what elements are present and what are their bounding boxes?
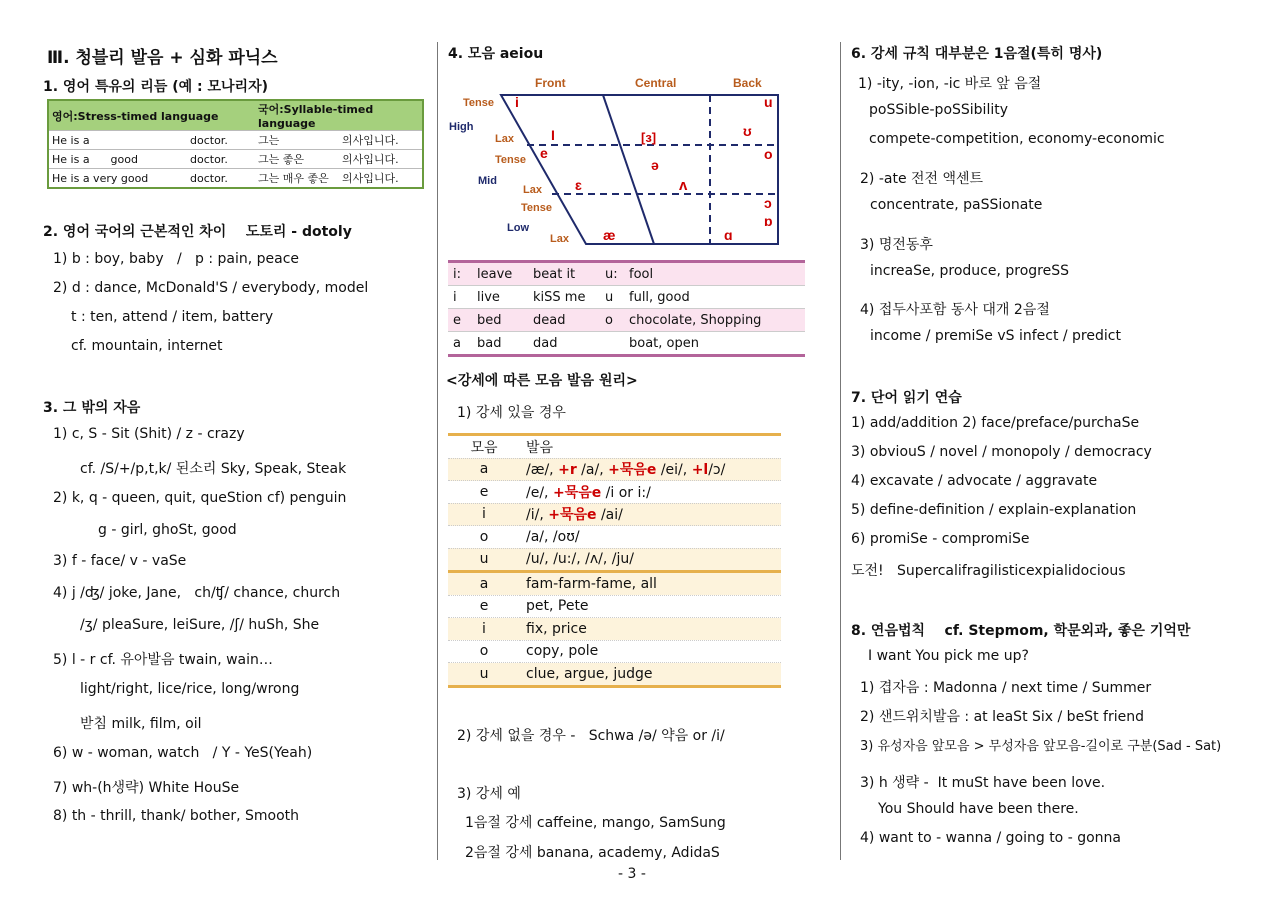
cell: pet, Pete bbox=[520, 595, 781, 618]
p3-line: 1음절 강세 caffeine, mango, SamSung bbox=[465, 815, 726, 831]
vowel-symbol: æ bbox=[603, 227, 616, 243]
text: /a/, bbox=[576, 462, 609, 479]
s7-title: 7. 단어 읽기 연습 bbox=[851, 390, 962, 406]
table-row bbox=[448, 640, 781, 663]
vowel-symbol: e bbox=[540, 145, 548, 161]
stress-table bbox=[448, 433, 781, 688]
red-text: +l bbox=[691, 462, 709, 479]
s7-line: 3) obviouS / novel / monopoly / democracy bbox=[851, 444, 1152, 460]
s8-line: 1) 겹자음 : Madonna / next time / Summer bbox=[860, 680, 1152, 696]
principle-title: <강세에 따른 모음 발음 원리> bbox=[446, 373, 638, 389]
cell: full, good bbox=[624, 286, 805, 309]
table-row bbox=[448, 286, 805, 309]
table-row bbox=[448, 503, 781, 526]
vowel-chart bbox=[447, 72, 807, 257]
cell: fam-farm-fame, all bbox=[520, 572, 781, 596]
cell: live bbox=[472, 286, 528, 309]
s3-line: 1) c, S - Sit (Shit) / z - crazy bbox=[53, 426, 245, 442]
cell: o bbox=[448, 640, 520, 663]
cell: a bbox=[448, 332, 472, 356]
s3-line: cf. /S/+/p,t,k/ 된소리 Sky, Speak, Steak bbox=[80, 461, 347, 477]
cell: chocolate, Shopping bbox=[624, 309, 805, 332]
column-divider-right bbox=[840, 42, 841, 860]
p2-title: 2) 강세 없을 경우 - Schwa /ə/ 약음 or /i/ bbox=[457, 728, 725, 744]
tense-label: Tense bbox=[495, 154, 526, 166]
cell: bed bbox=[472, 309, 528, 332]
cell: u: bbox=[600, 262, 624, 286]
s2-title: 2. 영어 국어의 근본적인 차이 도토리 - dotoly bbox=[43, 224, 352, 240]
rhythm-table bbox=[47, 99, 424, 189]
cell: copy, pole bbox=[520, 640, 781, 663]
cell: i bbox=[448, 618, 520, 641]
s3-line: 5) l - r cf. 유아발음 twain, wain… bbox=[53, 652, 273, 668]
cell: boat, open bbox=[624, 332, 805, 356]
s6-line: 4) 접두사포함 동사 대개 2음절 bbox=[860, 302, 1050, 318]
low-label: Low bbox=[507, 222, 529, 234]
red-text: +묵음e bbox=[548, 507, 597, 524]
high-label: High bbox=[449, 121, 474, 133]
cell: doctor. bbox=[187, 169, 255, 189]
table-row bbox=[448, 332, 805, 356]
table-row bbox=[448, 309, 805, 332]
s3-line: 2) k, q - queen, quit, queStion cf) penguin bbox=[53, 490, 347, 506]
s8-line: 3) h 생략 - It muSt have been love. bbox=[860, 775, 1106, 791]
s8-line: I want You pick me up? bbox=[868, 648, 1029, 664]
s3-line: 받침 milk, film, oil bbox=[80, 716, 202, 732]
s7-line: 5) define-definition / explain-explanation bbox=[851, 502, 1137, 518]
lax-label: Lax bbox=[550, 233, 569, 245]
cell: beat it bbox=[528, 262, 600, 286]
cell: a bbox=[448, 572, 520, 596]
section-title: Ⅲ. 청블리 발음 + 심화 파닉스 bbox=[47, 48, 278, 68]
s3-line: g - girl, ghoSt, good bbox=[98, 522, 237, 538]
cell: i bbox=[448, 286, 472, 309]
vowel-symbol: ʌ bbox=[679, 177, 688, 194]
text: /ei/, bbox=[656, 462, 692, 479]
cell: 그는 좋은 bbox=[255, 150, 339, 169]
cell: 의사입니다. bbox=[339, 131, 423, 150]
cell: clue, argue, judge bbox=[520, 663, 781, 687]
s3-line: light/right, lice/rice, long/wrong bbox=[80, 681, 300, 697]
red-text: +묵음e bbox=[608, 462, 657, 479]
table-row bbox=[448, 548, 781, 572]
table-row bbox=[448, 572, 781, 596]
cell: He is a bbox=[48, 131, 187, 150]
cell: u bbox=[448, 548, 520, 572]
vowel-symbol: u bbox=[764, 94, 773, 110]
p1-title: 1) 강세 있을 경우 bbox=[457, 405, 566, 421]
back-label: Back bbox=[733, 76, 762, 90]
table-row bbox=[448, 595, 781, 618]
cell: He is a very good bbox=[48, 169, 187, 189]
s6-line: income / premiSe vS infect / predict bbox=[870, 328, 1121, 344]
page-number: - 3 - bbox=[618, 866, 646, 882]
cell: dead bbox=[528, 309, 600, 332]
table-row bbox=[448, 262, 805, 286]
cell: 의사입니다. bbox=[339, 169, 423, 189]
s2-line: 1) b : boy, baby / p : pain, peace bbox=[53, 251, 300, 267]
header-cell: 발음 bbox=[520, 435, 781, 459]
cell: bad bbox=[472, 332, 528, 356]
red-text: +r bbox=[558, 462, 577, 479]
cell: e bbox=[448, 595, 520, 618]
s3-line: 3) f - face/ v - vaSe bbox=[53, 553, 187, 569]
vowel-table bbox=[448, 260, 805, 357]
vowel-symbol: i bbox=[515, 94, 519, 110]
cell: kiSS me bbox=[528, 286, 600, 309]
s3-line: 6) w - woman, watch / Y - YeS(Yeah) bbox=[53, 745, 313, 761]
lax-label: Lax bbox=[523, 184, 542, 196]
column-divider-left bbox=[437, 42, 438, 860]
cell bbox=[520, 458, 781, 481]
s6-title: 6. 강세 규칙 대부분은 1음절(특히 명사) bbox=[851, 46, 1103, 62]
central-label: Central bbox=[635, 76, 677, 90]
table-row bbox=[448, 663, 781, 687]
vowel-symbol: o bbox=[764, 146, 773, 162]
cell: e bbox=[448, 309, 472, 332]
s8-line: 4) want to - wanna / going to - gonna bbox=[860, 830, 1121, 846]
s6-line: 2) -ate 전전 액센트 bbox=[860, 171, 984, 187]
rhythm-head-ko: 국어:Syllable-timed language bbox=[255, 100, 423, 131]
cell: /u/, /u:/, /ʌ/, /ju/ bbox=[520, 548, 781, 572]
central-line bbox=[603, 95, 657, 244]
cell bbox=[520, 481, 781, 504]
s8-line: 3) 유성자음 앞모음 > 무성자음 앞모음-길이로 구분(Sad - Sat) bbox=[860, 739, 1222, 754]
vowel-symbol: ə bbox=[651, 157, 659, 173]
cell: a bbox=[448, 458, 520, 481]
text: /i/, bbox=[526, 507, 549, 524]
vowel-trapezoid bbox=[501, 95, 778, 244]
vowel-symbol: ʊ bbox=[743, 123, 752, 139]
cell: 의사입니다. bbox=[339, 150, 423, 169]
cell: i bbox=[448, 503, 520, 526]
rhythm-head-en: 영어:Stress-timed language bbox=[48, 100, 255, 131]
cell: o bbox=[448, 526, 520, 549]
cell: He is a good bbox=[48, 150, 187, 169]
mid-label: Mid bbox=[478, 175, 497, 187]
text: /ɔ/ bbox=[708, 462, 726, 479]
table-row bbox=[448, 458, 781, 481]
s8-title: 8. 연음법칙 cf. Stepmom, 학문외과, 좋은 기억만 bbox=[851, 623, 1191, 639]
s7-line: 4) excavate / advocate / aggravate bbox=[851, 473, 1098, 489]
s8-line: You Should have been there. bbox=[878, 801, 1079, 817]
cell: /a/, /oʊ/ bbox=[520, 526, 781, 549]
cell: 그는 bbox=[255, 131, 339, 150]
table-row bbox=[448, 526, 781, 549]
table-row bbox=[48, 150, 423, 169]
cell: i: bbox=[448, 262, 472, 286]
s2-line: cf. mountain, internet bbox=[71, 338, 223, 354]
s3-title: 3. 그 밖의 자음 bbox=[43, 400, 141, 416]
s6-line: compete-competition, economy-economic bbox=[869, 131, 1165, 147]
s1-title: 1. 영어 특유의 리듬 (예 : 모나리자) bbox=[43, 79, 268, 95]
cell: u bbox=[600, 286, 624, 309]
table-header bbox=[448, 435, 781, 459]
vowel-symbol: I bbox=[551, 127, 555, 143]
s3-line: 4) j /ʤ/ joke, Jane, ch/ʧ/ chance, church bbox=[53, 585, 341, 601]
text: /æ/, bbox=[526, 462, 559, 479]
cell: leave bbox=[472, 262, 528, 286]
cell: fix, price bbox=[520, 618, 781, 641]
s7-line: 6) promiSe - compromiSe bbox=[851, 531, 1030, 547]
vowel-symbol: ɒ bbox=[764, 213, 773, 229]
s3-line: /ʒ/ pleaSure, leiSure, /ʃ/ huSh, She bbox=[80, 617, 320, 633]
table-row bbox=[448, 618, 781, 641]
text: /ai/ bbox=[596, 507, 623, 524]
lax-label: Lax bbox=[495, 133, 514, 145]
s6-line: increaSe, produce, progreSS bbox=[870, 263, 1069, 279]
cell bbox=[600, 332, 624, 356]
cell: 그는 매우 좋은 bbox=[255, 169, 339, 189]
cell: o bbox=[600, 309, 624, 332]
s6-line: poSSible-poSSibility bbox=[869, 102, 1009, 118]
s6-line: 3) 명전동후 bbox=[860, 237, 933, 253]
vowel-symbol: ɑ bbox=[724, 227, 733, 243]
header-cell: 모음 bbox=[448, 435, 520, 459]
s2-line: t : ten, attend / item, battery bbox=[71, 309, 274, 325]
cell: fool bbox=[624, 262, 805, 286]
s6-line: concentrate, paSSionate bbox=[870, 197, 1043, 213]
s7-line: 도전! Supercalifragilisticexpialidocious bbox=[851, 563, 1126, 579]
s6-line: 1) -ity, -ion, -ic 바로 앞 음절 bbox=[858, 76, 1042, 92]
text: /i or i:/ bbox=[601, 484, 651, 501]
cell: e bbox=[448, 481, 520, 504]
s4-title: 4. 모음 aeiou bbox=[448, 46, 544, 62]
p3-title: 3) 강세 예 bbox=[457, 786, 521, 802]
vowel-symbol: ɛ bbox=[575, 177, 582, 193]
table-row bbox=[48, 131, 423, 150]
cell: doctor. bbox=[187, 150, 255, 169]
table-row bbox=[48, 169, 423, 189]
s3-line: 7) wh-(h생략) White HouSe bbox=[53, 780, 240, 796]
red-text: +묵음e bbox=[552, 484, 602, 501]
s3-line: 8) th - thrill, thank/ bother, Smooth bbox=[53, 808, 300, 824]
s8-line: 2) 샌드위치발음 : at leaSt Six / beSt friend bbox=[860, 709, 1144, 725]
table-row bbox=[448, 481, 781, 504]
s7-line: 1) add/addition 2) face/preface/purchaSe bbox=[851, 415, 1140, 431]
text: /e/, bbox=[526, 484, 553, 501]
cell: u bbox=[448, 663, 520, 687]
front-label: Front bbox=[535, 76, 566, 90]
tense-label: Tense bbox=[521, 202, 552, 214]
p3-line: 2음절 강세 banana, academy, AdidaS bbox=[465, 845, 720, 861]
cell: dad bbox=[528, 332, 600, 356]
s2-line: 2) d : dance, McDonald'S / everybody, model bbox=[53, 280, 369, 296]
vowel-symbol: [ɜ] bbox=[641, 130, 657, 145]
cell: doctor. bbox=[187, 131, 255, 150]
cell bbox=[520, 503, 781, 526]
tense-label: Tense bbox=[463, 97, 494, 109]
vowel-symbol: ɔ bbox=[764, 195, 772, 211]
